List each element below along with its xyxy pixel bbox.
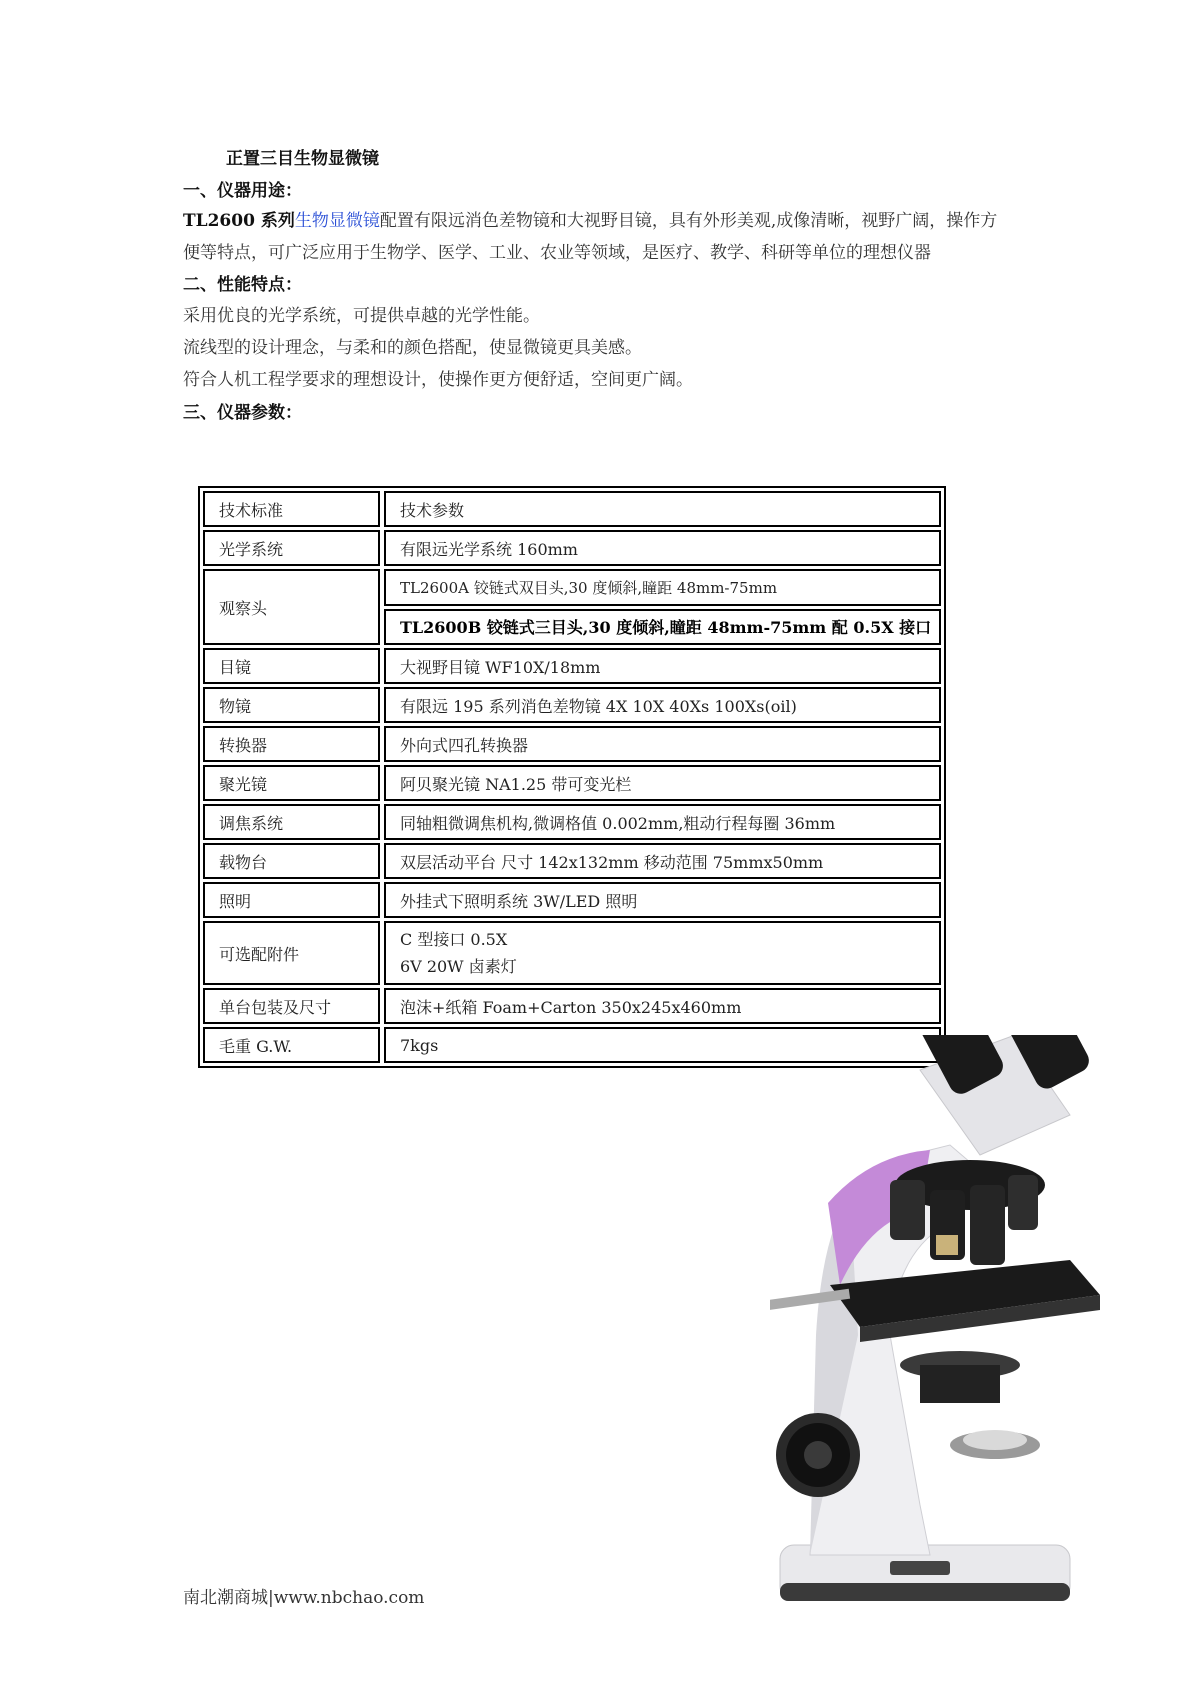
row-label: 调焦系统 (203, 804, 380, 840)
footer-site[interactable]: 南北潮商城|www.nbchao.com (183, 1588, 425, 1608)
section-heading-purpose: 一、仪器用途： (183, 181, 302, 201)
row-value-group (384, 921, 941, 985)
page-title: 正置三目生物显微镜 (226, 149, 379, 169)
table-row (203, 988, 941, 1024)
microscope-photo (770, 1035, 1190, 1615)
row-value: 6V 20W 卤素灯 (400, 957, 517, 976)
row-value: 外向式四孔转换器 (384, 726, 941, 762)
row-label: 可选配附件 (203, 921, 380, 985)
table-header-row (203, 491, 941, 527)
features-list (183, 300, 1033, 396)
row-value: TL2600A 铰链式双目头,30 度倾斜,瞳距 48mm-75mm (384, 569, 941, 606)
row-value: 阿贝聚光镜 NA1.25 带可变光栏 (384, 765, 941, 801)
row-label: 载物台 (203, 843, 380, 879)
purpose-text-line2: 便等特点，可广泛应用于生物学、医学、工业、农业等领域，是医疗、教学、科研等单位的理想仪器 (183, 243, 931, 263)
table-row (203, 687, 941, 723)
table-row (203, 765, 941, 801)
table-row (203, 726, 941, 762)
row-value: 泡沫+纸箱 Foam+Carton 350x245x460mm (384, 988, 941, 1024)
purpose-paragraph (183, 205, 1033, 269)
row-label: 单台包装及尺寸 (203, 988, 380, 1024)
row-value: 有限远 195 系列消色差物镜 4X 10X 40Xs 100Xs(oil) (384, 687, 941, 723)
table-row (203, 882, 941, 918)
microscope-link[interactable]: 生物显微镜 (294, 211, 380, 231)
purpose-text-line1: 配置有限远消色差物镜和大视野目镜，具有外形美观,成像清晰，视野广阔，操作方 (379, 211, 998, 231)
spec-table (198, 486, 946, 1068)
row-label: 照明 (203, 882, 380, 918)
row-label: 光学系统 (203, 530, 380, 566)
table-row (203, 569, 941, 645)
row-label: 目镜 (203, 648, 380, 684)
section-heading-params: 三、仪器参数： (183, 403, 302, 423)
table-row (203, 530, 941, 566)
table-header-cell: 技术标准 (203, 491, 380, 527)
row-label: 聚光镜 (203, 765, 380, 801)
row-value: TL2600B 铰链式三目头,30 度倾斜,瞳距 48mm-75mm 配 0.5X 接口 (384, 609, 941, 646)
table-row (203, 804, 941, 840)
series-name: TL2600 系列 (183, 211, 295, 231)
table-row (203, 843, 941, 879)
row-value: 7kgs (384, 1027, 941, 1063)
row-label: 观察头 (203, 569, 380, 645)
table-row (203, 648, 941, 684)
table-row (203, 921, 941, 985)
row-value: 外挂式下照明系统 3W/LED 照明 (384, 882, 941, 918)
row-label: 物镜 (203, 687, 380, 723)
row-value: 同轴粗微调焦机构,微调格值 0.002mm,粗动行程每圈 36mm (384, 804, 941, 840)
feature-line: 采用优良的光学系统，可提供卓越的光学性能。 (183, 306, 540, 326)
row-label: 毛重 G.W. (203, 1027, 380, 1063)
row-value-group (384, 569, 941, 645)
row-value: 双层活动平台 尺寸 142x132mm 移动范围 75mmx50mm (384, 843, 941, 879)
row-label: 转换器 (203, 726, 380, 762)
section-heading-features: 二、性能特点： (183, 275, 302, 295)
feature-line: 符合人机工程学要求的理想设计，使操作更方便舒适，空间更广阔。 (183, 370, 693, 390)
row-value: 有限远光学系统 160mm (384, 530, 941, 566)
table-header-cell: 技术参数 (384, 491, 941, 527)
row-value: C 型接口 0.5X (400, 930, 508, 949)
row-value: 大视野目镜 WF10X/18mm (384, 648, 941, 684)
feature-line: 流线型的设计理念，与柔和的颜色搭配，使显微镜更具美感。 (183, 338, 642, 358)
